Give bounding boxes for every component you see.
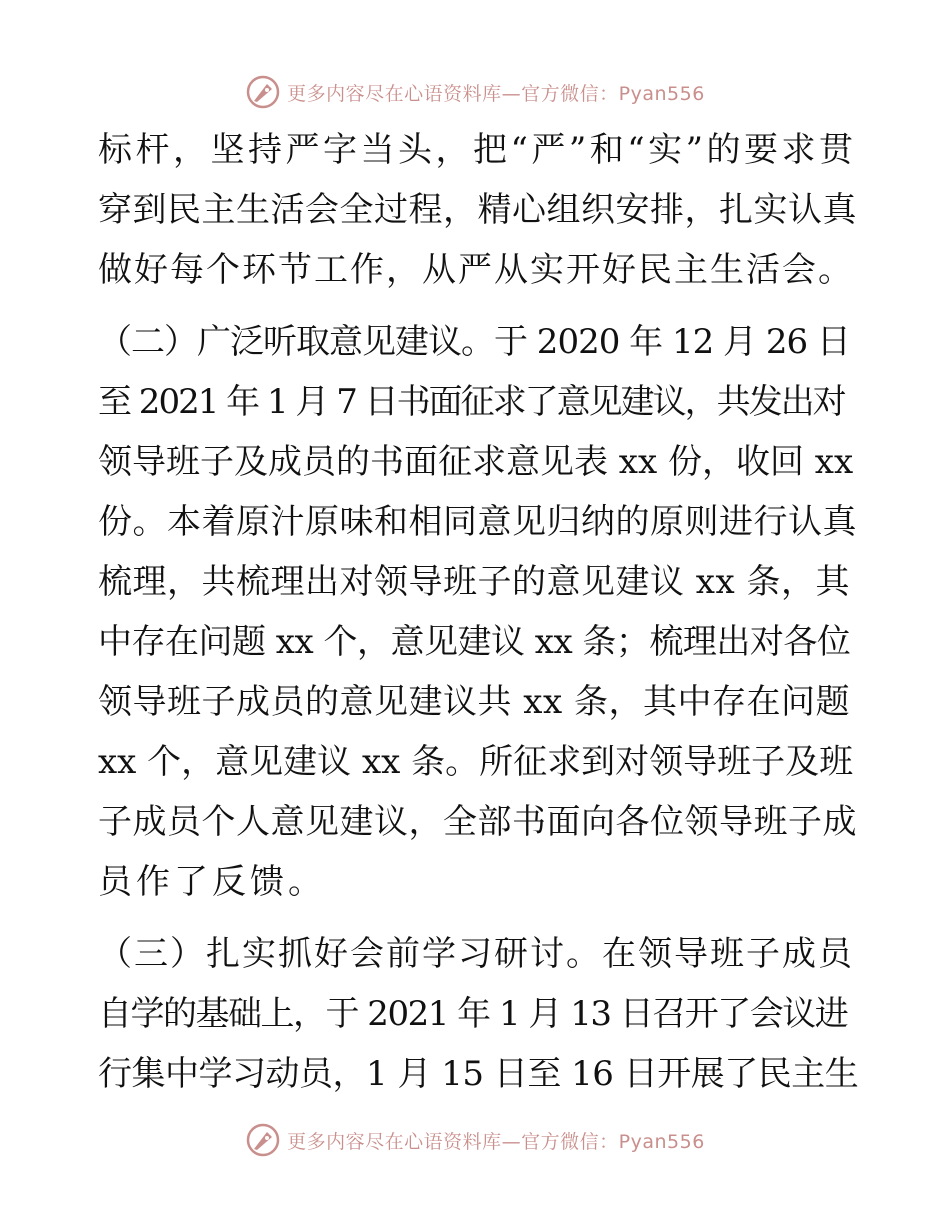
text-line: 领导班子成员的意见建议共 xx 条，其中存在问题 <box>98 682 850 722</box>
text-line: 做好每个环节工作，从严从实开好民主生活会。 <box>98 250 854 290</box>
text-line: 中存在问题 xx 个，意见建议 xx 条；梳理出对各位 <box>98 622 851 662</box>
text-line: 至 2021 年 1 月 7 日书面征求了意见建议，共发出对 <box>98 382 845 422</box>
text-line: 份。本着原汁原味和相同意见归纳的原则进行认真 <box>98 502 857 542</box>
pen-nib-logo-icon <box>245 1122 281 1158</box>
paragraph <box>98 924 858 1104</box>
watermark-text: 更多内容尽在心语资料库—官方微信：Pyan556 <box>287 1130 705 1153</box>
header-watermark <box>0 72 950 112</box>
text-line: （二）广泛听取意见建议。于 2020 年 12 月 26 日 <box>98 322 850 362</box>
text-line: 员作了反馈。 <box>98 862 326 902</box>
text-line: 自学的基础上，于 2021 年 1 月 13 日召开了会议进 <box>98 994 848 1034</box>
text-line: 穿到民主生活会全过程，精心组织安排，扎实认真 <box>98 190 857 230</box>
pen-nib-logo-icon <box>245 74 281 110</box>
text-line: xx 个，意见建议 xx 条。所征求到对领导班子及班 <box>98 742 854 782</box>
text-line: 子成员个人意见建议，全部书面向各位领导班子成 <box>98 802 857 842</box>
text-line: 梳理，共梳理出对领导班子的意见建议 xx 条，其 <box>98 562 850 602</box>
text-line: 行集中学习动员，1 月 15 日至 16 日开展了民主生 <box>98 1054 859 1094</box>
document-body <box>98 120 858 1104</box>
text-line: 标杆，坚持严字当头，把“严”和“实”的要求贯 <box>98 130 857 170</box>
text-line: （三）扎实抓好会前学习研讨。在领导班子成员 <box>98 934 854 974</box>
paragraph <box>98 312 858 912</box>
footer-watermark <box>0 1120 950 1160</box>
watermark-text: 更多内容尽在心语资料库—官方微信：Pyan556 <box>287 82 705 105</box>
text-line: 领导班子及成员的书面征求意见表 xx 份，收回 xx <box>98 442 854 482</box>
paragraph <box>98 120 858 300</box>
